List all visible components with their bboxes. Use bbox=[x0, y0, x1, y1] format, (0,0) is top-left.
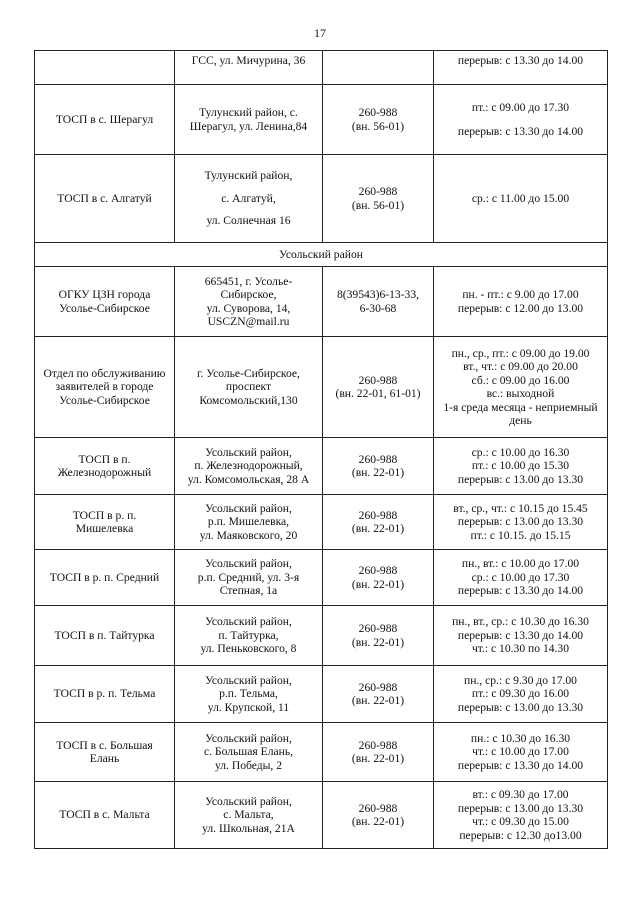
hours-line: ср.: с 10.00 до 16.30 bbox=[471, 445, 570, 459]
office-address-cell bbox=[175, 51, 323, 85]
office-phone-cell bbox=[323, 723, 434, 782]
phone-line: (вн. 22-01) bbox=[351, 694, 405, 707]
phone-line: 260-988 bbox=[358, 508, 398, 522]
phone-line: 260-988 bbox=[358, 564, 398, 577]
table-row bbox=[35, 51, 608, 85]
office-name-line: Усолье-Сибирское bbox=[59, 393, 150, 407]
office-phone-cell bbox=[323, 267, 434, 337]
office-name-line: ТОСП в с. Алгатуй bbox=[57, 191, 152, 205]
office-name-line: Железнодорожный bbox=[57, 466, 152, 479]
office-address-cell bbox=[175, 666, 323, 723]
hours-line: вс.: выходной bbox=[486, 387, 555, 400]
table-row bbox=[35, 723, 608, 782]
address-line: ул. Солнечная 16 bbox=[206, 214, 291, 228]
address-line: Тулунский район, с. bbox=[199, 106, 298, 119]
office-name-line: заявителей в городе bbox=[55, 380, 154, 394]
office-phone-cell bbox=[323, 438, 434, 495]
office-hours-cell bbox=[434, 606, 608, 666]
office-phone-cell bbox=[323, 495, 434, 550]
table-row bbox=[35, 550, 608, 606]
hours-line: пт.: с 10.15. до 15.15 bbox=[470, 528, 571, 542]
hours-line: перерыв: с 13.30 до 14.00 bbox=[457, 758, 584, 772]
hours-line: перерыв: с 13.00 до 13.30 bbox=[457, 515, 584, 529]
table-row bbox=[35, 155, 608, 243]
office-phone-cell bbox=[323, 606, 434, 666]
office-address-cell bbox=[175, 85, 323, 155]
district-row bbox=[35, 243, 608, 267]
office-phone-cell bbox=[323, 155, 434, 243]
office-address-cell bbox=[175, 337, 323, 438]
table-row bbox=[35, 666, 608, 723]
address-line: ул. Школьная, 21А bbox=[202, 821, 295, 835]
office-name-cell bbox=[35, 337, 175, 438]
office-name-line: ОГКУ ЦЗН города bbox=[58, 288, 151, 301]
office-name-line: ТОСП в с. Мальта bbox=[59, 808, 150, 822]
office-hours-cell bbox=[434, 85, 608, 155]
address-line: с. Алгатуй, bbox=[221, 191, 276, 205]
address-line: ул. Пеньковского, 8 bbox=[200, 642, 297, 656]
office-address-cell bbox=[175, 606, 323, 666]
office-name-line: ТОСП в с. Шерагул bbox=[55, 112, 154, 126]
hours-line: ср.: с 11.00 до 15.00 bbox=[471, 191, 570, 205]
office-address-cell bbox=[175, 438, 323, 495]
office-phone-cell bbox=[323, 85, 434, 155]
hours-line: пт.: с 09.30 до 16.00 bbox=[471, 687, 570, 701]
office-phone-cell bbox=[323, 51, 434, 85]
hours-line: перерыв: с 13.00 до 13.30 bbox=[457, 472, 584, 486]
hours-line: ср.: с 10.00 до 17.30 bbox=[471, 570, 570, 584]
phone-line: (вн. 22-01) bbox=[351, 635, 405, 649]
table-row bbox=[35, 782, 608, 849]
phone-line: 260-988 bbox=[358, 680, 398, 694]
address-line: Сибирское, bbox=[220, 288, 277, 301]
table-row bbox=[35, 438, 608, 495]
address-line: 665451, г. Усолье- bbox=[204, 274, 293, 288]
phone-line: (вн. 22-01, 61-01) bbox=[335, 387, 421, 400]
phone-line: (вн. 22-01) bbox=[351, 752, 405, 765]
office-name-line: ТОСП в п. bbox=[78, 452, 131, 466]
address-line: ГСС, ул. Мичурина, 36 bbox=[191, 54, 306, 67]
office-address-cell bbox=[175, 155, 323, 243]
address-line: Усольский район, bbox=[205, 673, 292, 687]
office-name-line: Отдел по обслуживанию bbox=[43, 366, 166, 380]
phone-line: (вн. 56-01) bbox=[351, 198, 405, 212]
office-name-cell bbox=[35, 723, 175, 782]
address-line: г. Усолье-Сибирское, bbox=[197, 366, 300, 380]
office-address-cell bbox=[175, 723, 323, 782]
hours-line: сб.: с 09.00 до 16.00 bbox=[471, 373, 570, 387]
hours-line: перерыв: с 13.30 до 14.00 bbox=[457, 584, 584, 598]
hours-line: перерыв: с 12.30 до13.00 bbox=[459, 828, 582, 842]
phone-line: (вн. 22-01) bbox=[351, 466, 405, 479]
phone-line: 8(39543)6-13-33, bbox=[336, 288, 420, 301]
hours-line: перерыв: с 13.30 до 14.00 bbox=[457, 628, 584, 642]
service-offices-table bbox=[34, 50, 608, 849]
address-line: р.п. Тельма, bbox=[219, 687, 278, 701]
phone-line: (вн. 22-01) bbox=[351, 815, 405, 828]
office-name-cell bbox=[35, 51, 175, 85]
address-line: с. Большая Елань, bbox=[203, 745, 294, 759]
office-hours-cell bbox=[434, 723, 608, 782]
phone-line: 260-988 bbox=[358, 801, 398, 815]
phone-line: 260-988 bbox=[358, 622, 398, 635]
office-name-cell bbox=[35, 666, 175, 723]
office-name-line: ТОСП в п. Тайтурка bbox=[54, 628, 155, 642]
hours-line: чт.: с 10.00 до 17.00 bbox=[472, 745, 569, 759]
office-name-cell bbox=[35, 85, 175, 155]
address-line: проспект bbox=[225, 380, 272, 394]
hours-line: пн. - пт.: с 9.00 до 17.00 bbox=[462, 288, 579, 301]
office-hours-cell bbox=[434, 550, 608, 606]
address-line: п. Тайтурка, bbox=[218, 628, 279, 642]
hours-line: чт.: с 09.30 до 15.00 bbox=[472, 815, 569, 828]
address-line: Шерагул, ул. Ленина,84 bbox=[189, 119, 308, 133]
hours-line: пн.: с 10.30 до 16.30 bbox=[470, 731, 571, 745]
phone-line: 260-988 bbox=[358, 185, 398, 198]
office-address-cell bbox=[175, 782, 323, 849]
office-name-cell bbox=[35, 495, 175, 550]
address-line: ул. Крупской, 11 bbox=[207, 700, 290, 714]
hours-line: пт.: с 09.00 до 17.30 bbox=[471, 100, 570, 114]
address-line: Усольский район, bbox=[205, 731, 292, 745]
address-line: с. Мальта, bbox=[223, 808, 274, 822]
address-line: Комсомольский,130 bbox=[199, 393, 298, 407]
office-name-cell bbox=[35, 782, 175, 849]
address-line: р.п. Средний, ул. 3-я bbox=[197, 570, 300, 584]
office-hours-cell bbox=[434, 51, 608, 85]
office-name-line: Усолье-Сибирское bbox=[59, 301, 150, 315]
office-name-cell bbox=[35, 267, 175, 337]
phone-line: 6-30-68 bbox=[359, 301, 397, 315]
address-line: Усольский район, bbox=[205, 557, 292, 571]
phone-line: 260-988 bbox=[358, 738, 398, 752]
office-name-line: Елань bbox=[89, 752, 120, 765]
office-phone-cell bbox=[323, 337, 434, 438]
table-row bbox=[35, 337, 608, 438]
address-line: Усольский район, bbox=[205, 615, 292, 629]
office-address-cell bbox=[175, 495, 323, 550]
address-line: Тулунский район, bbox=[204, 169, 293, 183]
phone-line: 260-988 bbox=[358, 452, 398, 466]
hours-line: вт.: с 09.30 до 17.00 bbox=[472, 788, 569, 801]
address-line: ул. Маяковского, 20 bbox=[199, 528, 298, 542]
hours-line: пн., вт., ср.: с 10.30 до 16.30 bbox=[452, 615, 589, 629]
office-hours-cell bbox=[434, 337, 608, 438]
office-name-line: ТОСП в с. Большая bbox=[56, 738, 153, 752]
office-phone-cell bbox=[323, 782, 434, 849]
office-name-cell bbox=[35, 438, 175, 495]
office-address-cell bbox=[175, 267, 323, 337]
office-address-cell bbox=[175, 550, 323, 606]
phone-line: (вн. 56-01) bbox=[351, 119, 405, 133]
hours-line: пт.: с 10.00 до 15.30 bbox=[471, 459, 570, 473]
hours-line: пн., вт.: с 10.00 до 17.00 bbox=[461, 557, 580, 571]
office-hours-cell bbox=[434, 666, 608, 723]
hours-line: пн., ср.: с 9.30 до 17.00 bbox=[464, 673, 577, 687]
hours-line: перерыв: с 13.00 до 13.30 bbox=[457, 801, 584, 815]
table-row bbox=[35, 606, 608, 666]
hours-line: пн., ср., пт.: с 09.00 до 19.00 bbox=[451, 346, 590, 360]
hours-line: вт., чт.: с 09.00 до 20.00 bbox=[463, 360, 578, 373]
office-name-cell bbox=[35, 155, 175, 243]
office-name-line: Мишелевка bbox=[75, 522, 134, 535]
table-row bbox=[35, 85, 608, 155]
page-number: 17 bbox=[314, 26, 326, 40]
address-line: Усольский район, bbox=[205, 794, 292, 808]
office-name-line: ТОСП в р. п. bbox=[72, 508, 137, 522]
email-link[interactable]: USCZN@mail.ru bbox=[207, 315, 290, 328]
hours-line: перерыв: с 12.00 до 13.00 bbox=[457, 301, 584, 315]
office-name-line: ТОСП в р. п. Средний bbox=[49, 570, 160, 584]
address-line: р.п. Мишелевка, bbox=[207, 515, 290, 529]
address-line: ул. Суворова, 14, bbox=[206, 301, 291, 315]
office-phone-cell bbox=[323, 666, 434, 723]
hours-line: 1-я среда месяца - неприемный bbox=[443, 400, 598, 414]
hours-line: перерыв: с 13.30 до 14.00 bbox=[457, 125, 584, 138]
address-line: Усольский район, bbox=[205, 501, 292, 515]
address-line: Усольский район, bbox=[205, 445, 292, 459]
office-hours-cell bbox=[434, 438, 608, 495]
office-phone-cell bbox=[323, 550, 434, 606]
hours-line: перерыв: с 13.30 до 14.00 bbox=[457, 54, 584, 67]
hours-line: день bbox=[509, 414, 532, 427]
district-heading: Усольский район bbox=[35, 243, 608, 267]
office-name-cell bbox=[35, 550, 175, 606]
phone-line: (вн. 22-01) bbox=[351, 577, 405, 591]
office-hours-cell bbox=[434, 155, 608, 243]
phone-line: (вн. 22-01) bbox=[351, 522, 405, 535]
address-line: Степная, 1а bbox=[219, 584, 278, 598]
address-line: ул. Комсомольская, 28 А bbox=[187, 472, 310, 486]
table-row bbox=[35, 495, 608, 550]
hours-line: вт., ср., чт.: с 10.15 до 15.45 bbox=[453, 501, 588, 515]
hours-line: перерыв: с 13.00 до 13.30 bbox=[457, 700, 584, 714]
office-name-line: ТОСП в р. п. Тельма bbox=[53, 687, 156, 701]
office-hours-cell bbox=[434, 267, 608, 337]
office-hours-cell bbox=[434, 495, 608, 550]
address-line: п. Железнодорожный, bbox=[194, 459, 303, 473]
address-line: ул. Победы, 2 bbox=[214, 758, 283, 772]
phone-line: 260-988 bbox=[358, 106, 398, 119]
office-hours-cell bbox=[434, 782, 608, 849]
office-name-cell bbox=[35, 606, 175, 666]
hours-line: чт.: с 10.30 по 14.30 bbox=[471, 642, 570, 656]
table-row bbox=[35, 267, 608, 337]
phone-line: 260-988 bbox=[358, 373, 398, 387]
